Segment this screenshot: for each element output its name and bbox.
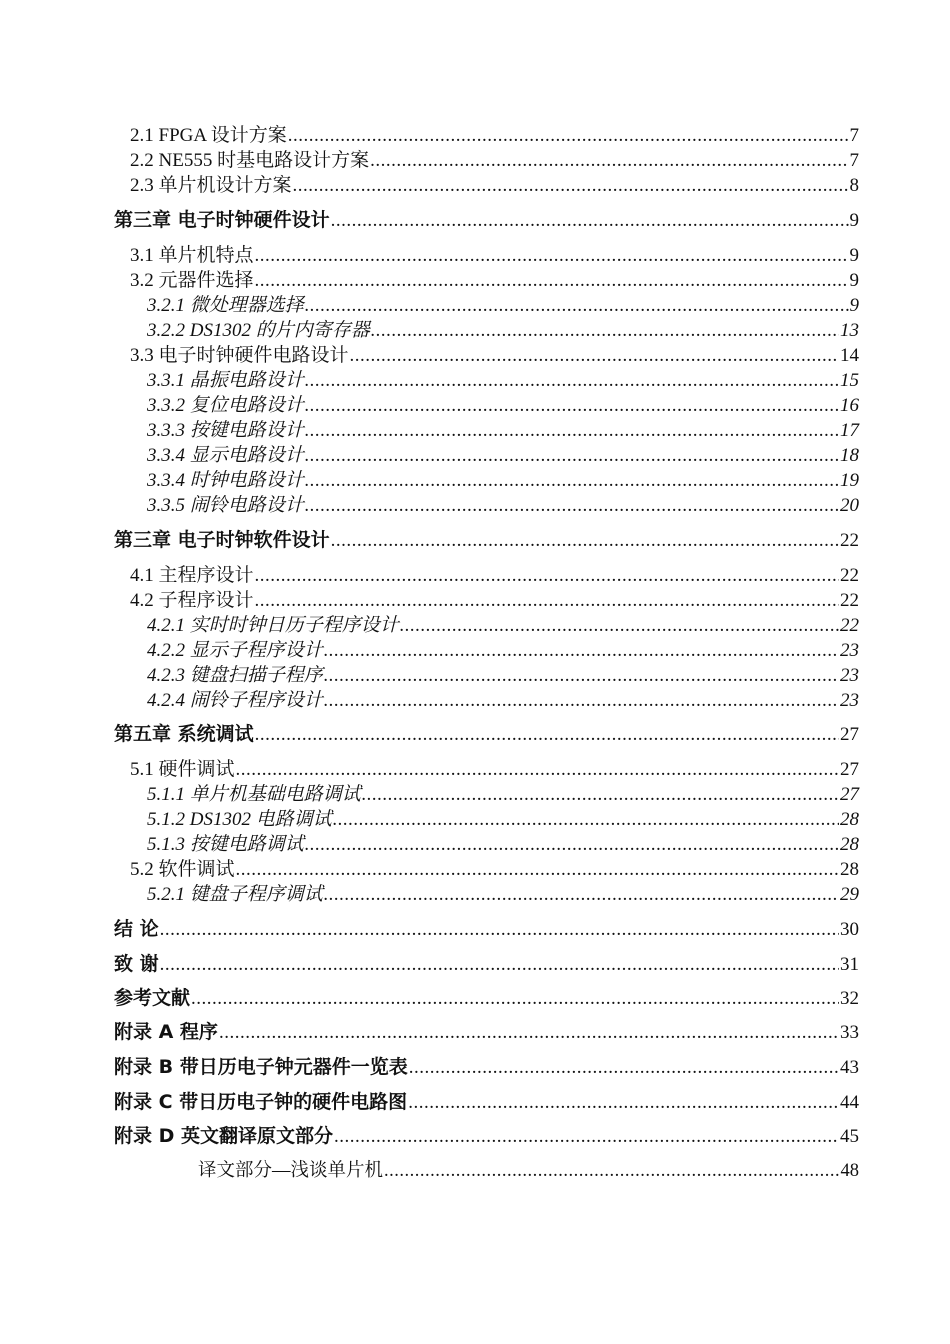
toc-entry-title: 3.1 单片机特点 [130,245,254,266]
dot-leader [288,124,849,148]
dot-leader [408,1091,839,1115]
dot-leader [255,269,849,293]
dot-leader [324,883,839,907]
toc-page-number: 27 [840,724,859,745]
toc-entry[interactable] [198,1159,859,1183]
dot-leader [362,783,839,807]
toc-page-number: 28 [840,809,859,830]
toc-entry-title: 4.2.1 实时时钟日历子程序设计 [147,615,399,636]
toc-entry[interactable] [147,614,859,638]
toc-entry[interactable] [130,124,859,148]
toc-entry[interactable] [130,564,859,588]
toc-entry[interactable] [147,689,859,713]
dot-leader [236,858,839,882]
toc-entry-title: 附录 B 带日历电子钟元器件一览表 [114,1056,408,1078]
toc-page-number: 28 [840,834,859,855]
toc-entry-title: 3.3.3 按键电路设计 [147,420,304,441]
toc-page-number: 15 [840,370,859,391]
toc-entry-title: 5.1.1 单片机基础电路调试 [147,784,361,805]
toc-chapter-entry[interactable] [114,1020,859,1044]
dot-leader [305,369,839,393]
toc-entry-title: 3.3.2 复位电路设计 [147,395,304,416]
dot-leader [305,833,839,857]
toc-page-number: 17 [840,420,859,441]
toc-entry[interactable] [130,344,859,368]
toc-entry[interactable] [147,319,859,343]
toc-page-number: 8 [849,175,859,196]
toc-entry[interactable] [130,589,859,613]
toc-page-number: 22 [840,615,859,636]
dot-leader [333,808,839,832]
toc-entry-title: 5.2.1 键盘子程序调试 [147,884,323,905]
toc-entry[interactable] [147,783,859,807]
dot-leader [160,918,839,942]
toc-page-number: 9 [849,210,859,231]
toc-entry[interactable] [147,294,859,318]
toc-entry-title: 5.1 硬件调试 [130,759,235,780]
toc-page-number: 22 [840,590,859,611]
toc-chapter-entry[interactable] [114,208,859,232]
toc-entry[interactable] [147,394,859,418]
toc-entry-title: 第三章 电子时钟硬件设计 [114,209,330,231]
toc-chapter-entry[interactable] [114,952,859,976]
toc-entry-title: 致 谢 [114,953,159,975]
toc-entry-title: 4.2.2 显示子程序设计 [147,640,323,661]
toc-chapter-entry[interactable] [114,986,859,1010]
toc-entry-title: 4.1 主程序设计 [130,565,254,586]
toc-page-number: 7 [849,125,859,146]
toc-entry-title: 译文部分—浅谈单片机 [198,1161,384,1181]
toc-chapter-entry[interactable] [114,722,859,746]
toc-page-number: 30 [840,919,859,940]
dot-leader [305,469,839,493]
dot-leader [370,149,848,173]
toc-page-number: 9 [849,245,859,266]
toc-page-number: 9 [849,270,859,291]
toc-chapter-entry[interactable] [114,1124,859,1148]
dot-leader [255,244,849,268]
dot-leader [255,723,839,747]
toc-entry-title: 5.1.3 按键电路调试 [147,834,304,855]
dot-leader [324,689,839,713]
dot-leader [305,494,839,518]
toc-entry[interactable] [130,269,859,293]
toc-entry-title: 3.3.4 时钟电路设计 [147,470,304,491]
toc-page-number: 9 [849,295,859,316]
toc-entry[interactable] [130,758,859,782]
dot-leader [324,639,839,663]
toc-entry[interactable] [147,808,859,832]
dot-leader [160,953,839,977]
toc-entry-title: 3.3.5 闹铃电路设计 [147,495,304,516]
toc-entry-title: 4.2 子程序设计 [130,590,254,611]
dot-leader [236,758,839,782]
toc-page-number: 16 [840,395,859,416]
dot-leader [331,529,839,553]
dot-leader [219,1021,839,1045]
toc-entry-title: 4.2.4 闹铃子程序设计 [147,690,323,711]
toc-entry-title: 第三章 电子时钟软件设计 [114,529,330,551]
toc-chapter-entry[interactable] [114,1055,859,1079]
toc-page-number: 31 [840,954,859,975]
dot-leader [384,1159,839,1183]
dot-leader [324,664,839,688]
toc-page-number: 18 [840,445,859,466]
dot-leader [305,394,839,418]
toc-entry[interactable] [147,833,859,857]
toc-page-number: 28 [840,859,859,880]
toc-entry-title: 附录 D 英文翻译原文部分 [114,1125,334,1147]
dot-leader [255,564,839,588]
toc-entry[interactable] [147,494,859,518]
toc-entry-title: 参考文献 [114,987,191,1009]
toc-entry-title: 3.3 电子时钟硬件电路设计 [130,345,349,366]
toc-entry[interactable] [147,369,859,393]
toc-entry[interactable] [147,639,859,663]
toc-page-number: 22 [840,565,859,586]
dot-leader [293,174,849,198]
toc-entry-title: 3.2.1 微处理器选择 [147,295,304,316]
toc-chapter-entry[interactable] [114,1090,859,1114]
dot-leader [305,444,839,468]
dot-leader [350,344,839,368]
toc-page-number: 14 [840,345,859,366]
dot-leader [400,614,839,638]
toc-page-number: 44 [840,1092,859,1113]
toc-page-number: 19 [840,470,859,491]
toc-entry-title: 附录 A 程序 [114,1021,218,1043]
toc-page-number: 43 [840,1057,859,1078]
toc-page-number: 7 [849,150,859,171]
toc-page-number: 45 [840,1126,859,1147]
dot-leader [255,589,839,613]
toc-page-number: 22 [840,530,859,551]
toc-entry-title: 2.1 FPGA 设计方案 [130,125,287,146]
dot-leader [305,294,849,318]
toc-entry[interactable] [147,664,859,688]
toc-entry-title: 3.2 元器件选择 [130,270,254,291]
dot-leader [305,419,839,443]
toc-entry-title: 4.2.3 键盘扫描子程序 [147,665,323,686]
toc-entry-title: 5.1.2 DS1302 电路调试 [147,809,332,830]
dot-leader [331,209,849,233]
toc-entry[interactable] [130,858,859,882]
toc-entry-title: 3.3.1 晶振电路设计 [147,370,304,391]
toc-page-number: 29 [840,884,859,905]
toc-page-number: 27 [840,759,859,780]
toc-page-number: 20 [840,495,859,516]
toc-entry[interactable] [147,419,859,443]
toc-entry[interactable] [130,244,859,268]
toc-entry[interactable] [130,149,859,173]
dot-leader [409,1056,839,1080]
toc-page-number: 23 [840,690,859,711]
toc-entry-title: 2.3 单片机设计方案 [130,175,292,196]
toc-entry-title: 第五章 系统调试 [114,723,254,745]
toc-page-number: 48 [840,1161,859,1181]
toc-chapter-entry[interactable] [114,528,859,552]
toc-entry[interactable] [147,444,859,468]
dot-leader [191,987,839,1011]
toc-chapter-entry[interactable] [114,917,859,941]
toc-page-number: 13 [840,320,859,341]
toc-page-number: 27 [840,784,859,805]
toc-entry-title: 5.2 软件调试 [130,859,235,880]
toc-entry-title: 结 论 [114,918,159,940]
toc-entry-title: 2.2 NE555 时基电路设计方案 [130,150,370,171]
toc-page-number: 23 [840,640,859,661]
toc-page-number: 33 [840,1022,859,1043]
toc-page-number: 23 [840,665,859,686]
toc-entry-title: 3.3.4 显示电路设计 [147,445,304,466]
toc-entry[interactable] [147,469,859,493]
toc-entry-title: 附录 C 带日历电子钟的硬件电路图 [114,1091,408,1113]
toc-page-number: 32 [840,988,859,1009]
toc-entry[interactable] [130,174,859,198]
toc-entry-title: 3.2.2 DS1302 的片内寄存器 [147,320,370,341]
dot-leader [371,319,839,343]
toc-entry[interactable] [147,883,859,907]
dot-leader [334,1125,839,1149]
